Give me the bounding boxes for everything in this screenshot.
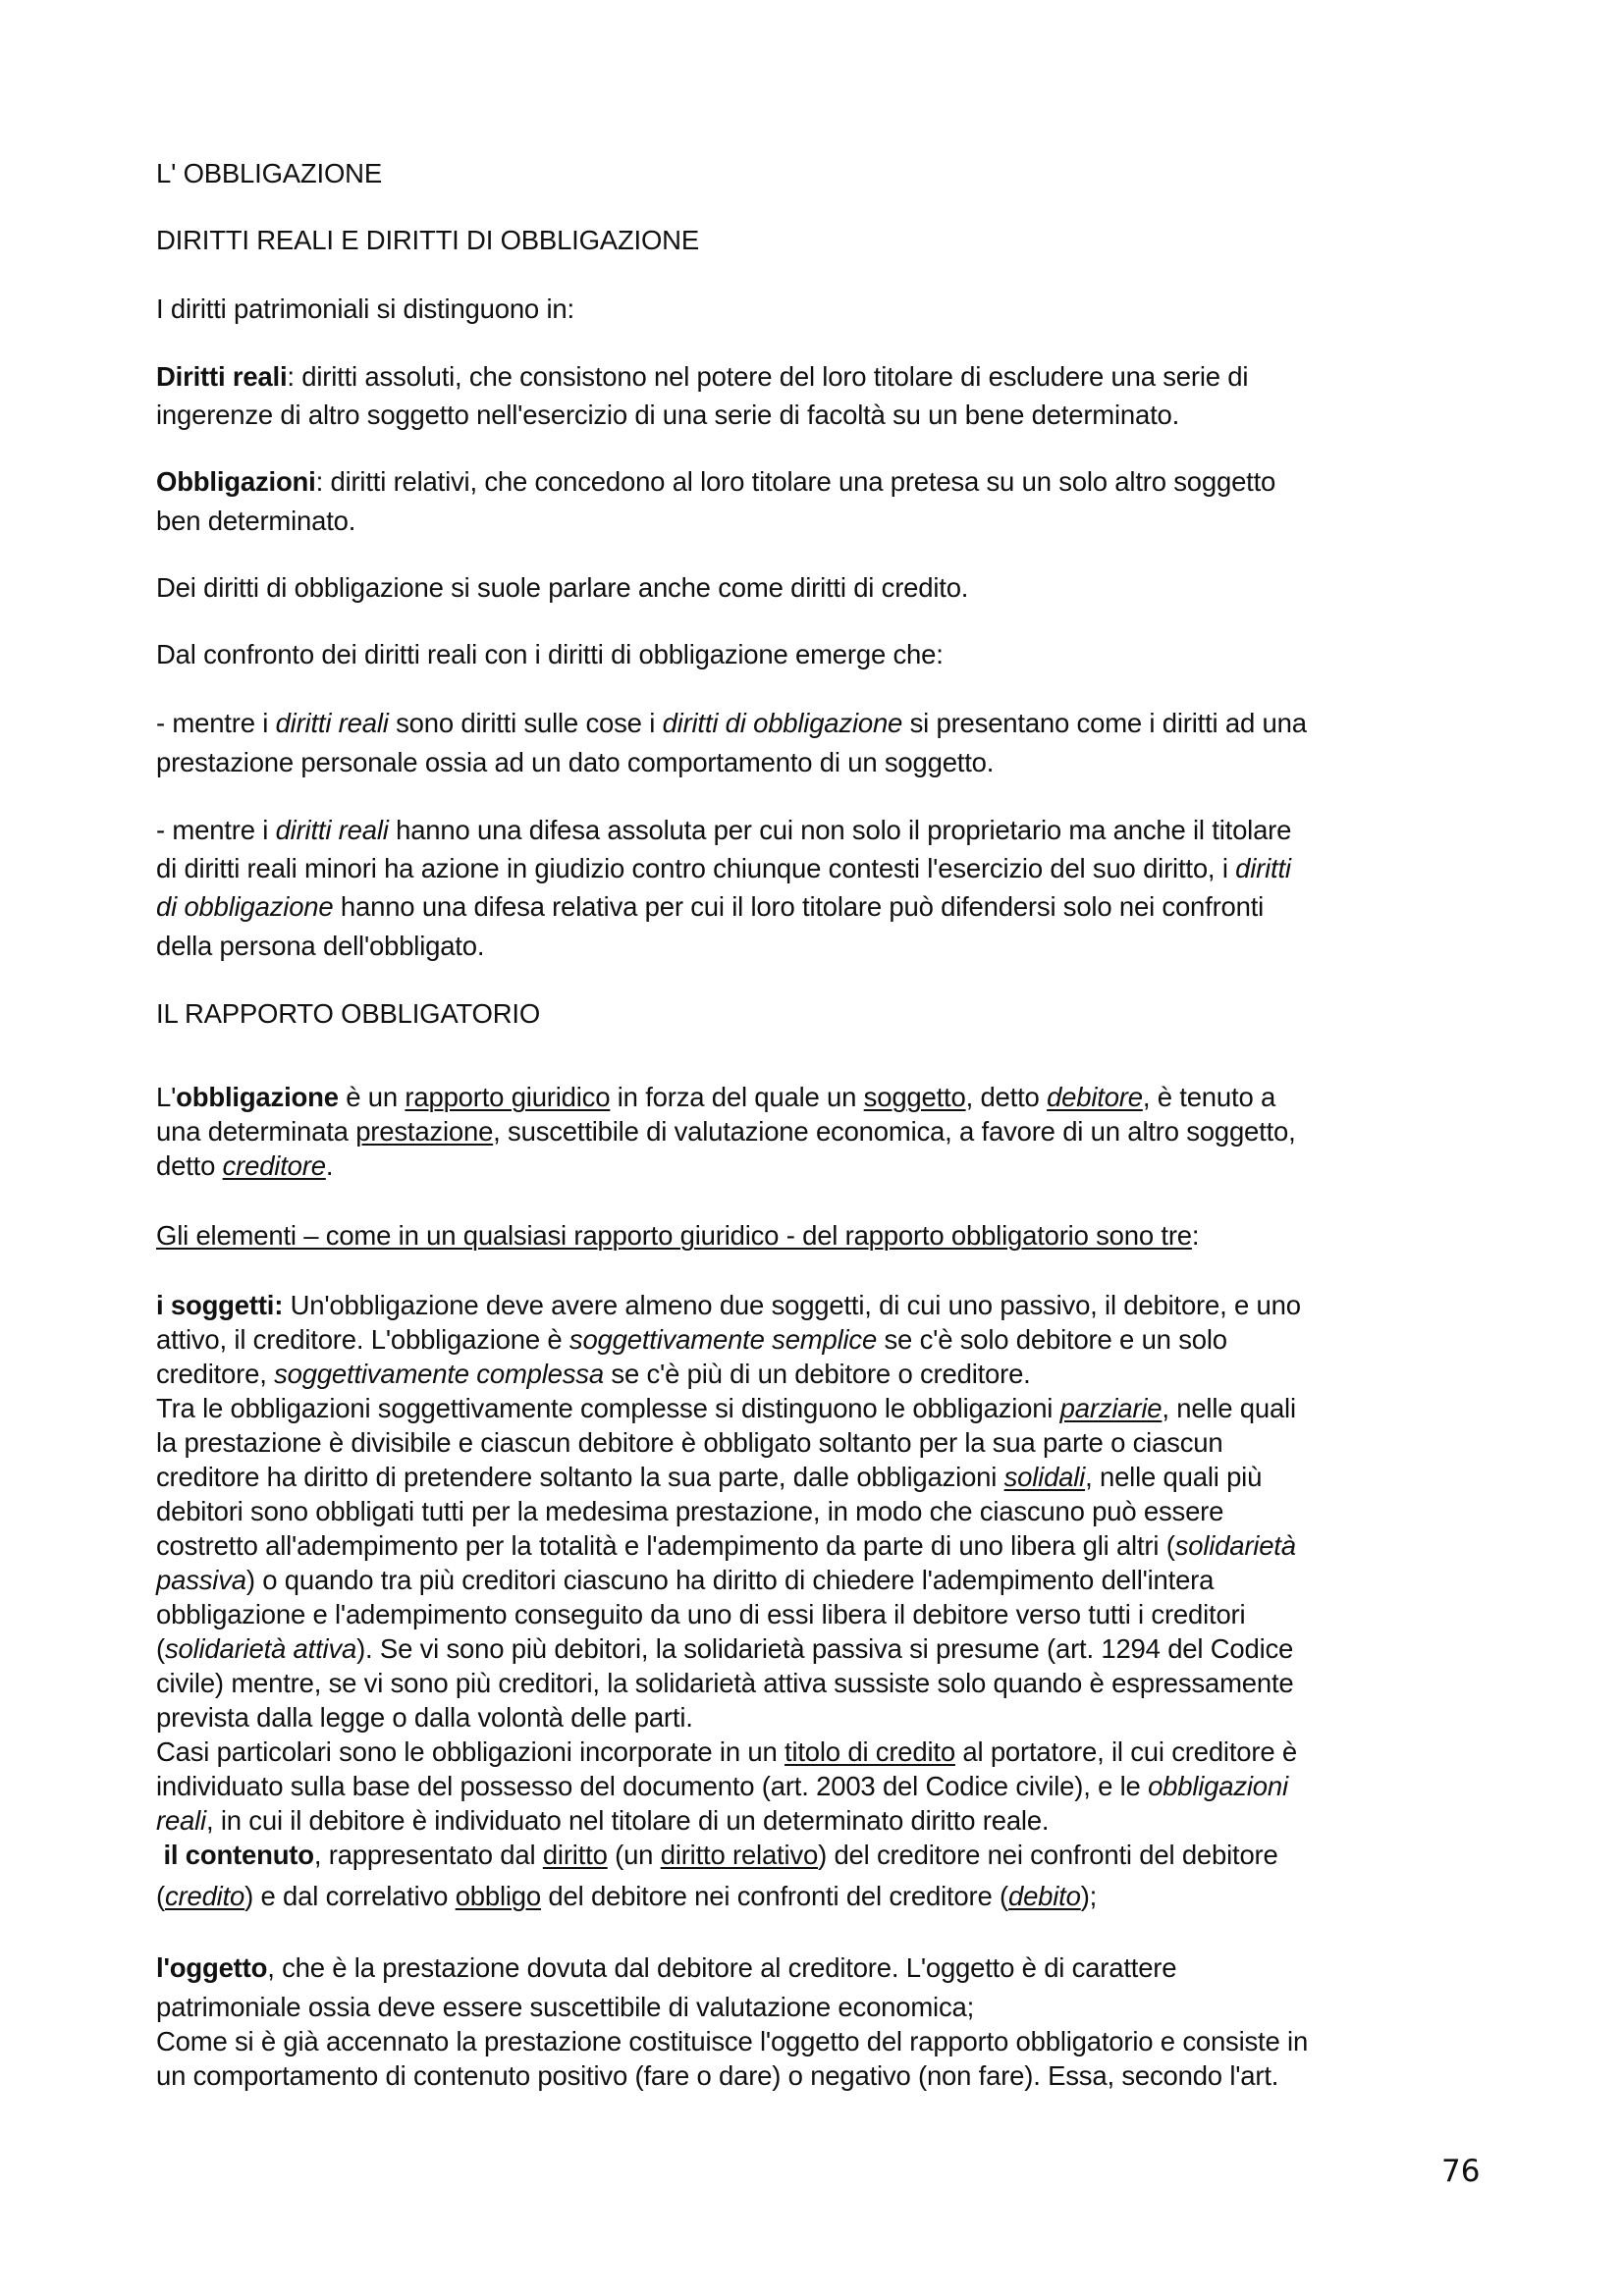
- soggetti-line-7: debitori sono obbligati tutti per la medesima prestazione, in modo che ciascuno può essere: [156, 1496, 1224, 1526]
- soggetti-line-13: prevista dalla legge o dalla volontà delle parti.: [156, 1702, 693, 1733]
- oggetto-line-1: l'oggetto, che è la prestazione dovuta dal debitore al creditore. L'oggetto è di carattere: [156, 1952, 1177, 1983]
- soggetti-line-6: creditore ha diritto di pretendere soltanto la sua parte, dalle obbligazioni solidali, nelle quali più: [156, 1462, 1263, 1492]
- contenuto-line-2: (credito) e dal correlativo obbligo del debitore nei confronti del creditore (debito);: [156, 1881, 1098, 1911]
- term-diritti-reali: Diritti reali: [156, 361, 288, 392]
- obbligazioni-line-1: Obbligazioni: diritti relativi, che concedono al loro titolare una pretesa su un solo altro soggetto: [156, 466, 1276, 497]
- point-2-line-1: - mentre i diritti reali hanno una difesa assoluta per cui non solo il proprietario ma anche il titolare: [156, 815, 1292, 845]
- contenuto-line-1: il contenuto, rappresentato dal diritto (un diritto relativo) del creditore nei confronti del debitore: [156, 1840, 1278, 1870]
- soggetti-line-5: la prestazione è divisibile e ciascun debitore è obbligato soltanto per la sua parte o ciascun: [156, 1427, 1223, 1458]
- oggetto-line-3: Come si è già accennato la prestazione costituisce l'oggetto del rapporto obbligatorio e consiste in: [156, 2026, 1309, 2056]
- point-2-line-2: di diritti reali minori ha azione in giudizio contro chiunque contesti l'esercizio del suo diritto, i diritti: [156, 853, 1291, 883]
- section-heading-rights: DIRITTI REALI E DIRITTI DI OBBLIGAZIONE: [156, 225, 699, 255]
- point-2-line-4: della persona dell'obbligato.: [156, 931, 485, 961]
- point-2-line-3: di obbligazione hanno una difesa relativa per cui il loro titolare può difendersi solo nei confronti: [156, 891, 1265, 922]
- reali-line-1: Diritti reali: diritti assoluti, che consistono nel potere del loro titolare di escludere una serie di: [156, 361, 1249, 392]
- soggetti-line-9: passiva) o quando tra più creditori ciascuno ha diritto di chiedere l'adempimento dell'intera: [156, 1565, 1215, 1595]
- definition-line-1: L'obbligazione è un rapporto giuridico in forza del quale un soggetto, detto debitore, è tenuto a: [156, 1082, 1276, 1112]
- main-heading: L' OBBLIGAZIONE: [156, 158, 382, 188]
- soggetti-line-12: civile) mentre, se vi sono più creditori, la solidarietà attiva sussiste solo quando è espressamente: [156, 1668, 1294, 1698]
- soggetti-line-15: individuato sulla base del possesso del documento (art. 2003 del Codice civile), e le obbligazioni: [156, 1771, 1288, 1801]
- soggetti-line-14: Casi particolari sono le obbligazioni incorporate in un titolo di credito al portatore, il cui creditore è: [156, 1736, 1297, 1767]
- soggetti-line-10: obbligazione e l'adempimento conseguito da uno di essi libera il debitore verso tutti i creditori: [156, 1599, 1246, 1629]
- point-1-line-1: - mentre i diritti reali sono diritti sulle cose i diritti di obbligazione si presentano come i diritti ad una: [156, 708, 1307, 738]
- page-number: 76: [1441, 2154, 1481, 2189]
- soggetti-line-2: attivo, il creditore. L'obbligazione è soggettivamente semplice se c'è solo debitore e un solo: [156, 1324, 1227, 1355]
- definition-line-3: detto creditore.: [156, 1150, 334, 1181]
- point-1-line-2: prestazione personale ossia ad un dato comportamento di un soggetto.: [156, 747, 995, 777]
- intro-sentence: I diritti patrimoniali si distinguono in:: [156, 294, 574, 324]
- soggetti-line-16: reali, in cui il debitore è individuato nel titolare di un determinato diritto reale.: [156, 1805, 1050, 1836]
- obbligazioni-line-2: ben determinato.: [156, 506, 356, 536]
- soggetti-line-11: (solidarietà attiva). Se vi sono più debitori, la solidarietà passiva si presume (art. 1294 del Codice: [156, 1633, 1294, 1664]
- oggetto-line-2: patrimoniale ossia deve essere suscettibile di valutazione economica;: [156, 1992, 975, 2022]
- term-obbligazioni: Obbligazioni: [156, 466, 316, 497]
- soggetti-line-1: i soggetti: Un'obbligazione deve avere almeno due soggetti, di cui uno passivo, il debitore, e uno: [156, 1290, 1301, 1320]
- soggetti-line-4: Tra le obbligazioni soggettivamente complesse si distinguono le obbligazioni parziarie, nelle quali: [156, 1393, 1296, 1423]
- elementi-sentence: Gli elementi – come in un qualsiasi rapporto giuridico - del rapporto obbligatorio sono tre:: [156, 1220, 1200, 1251]
- definition-line-2: una determinata prestazione, suscettibile di valutazione economica, a favore di un altro soggetto,: [156, 1116, 1296, 1147]
- oggetto-line-4: un comportamento di contenuto positivo (fare o dare) o negativo (non fare). Essa, secondo l'art.: [156, 2060, 1279, 2091]
- soggetti-line-8: costretto all'adempimento per la totalità e l'adempimento da parte di uno libera gli altri (solidarietà: [156, 1530, 1296, 1561]
- reali-line-2: ingerenze di altro soggetto nell'esercizio di una serie di facoltà su un bene determinato.: [156, 400, 1180, 430]
- confronto-sentence: Dal confronto dei diritti reali con i diritti di obbligazione emerge che:: [156, 639, 944, 669]
- section-heading-rapporto: IL RAPPORTO OBBLIGATORIO: [156, 998, 541, 1029]
- soggetti-line-3: creditore, soggettivamente complessa se c'è più di un debitore o creditore.: [156, 1359, 1031, 1389]
- credito-sentence: Dei diritti di obbligazione si suole parlare anche come diritti di credito.: [156, 572, 969, 603]
